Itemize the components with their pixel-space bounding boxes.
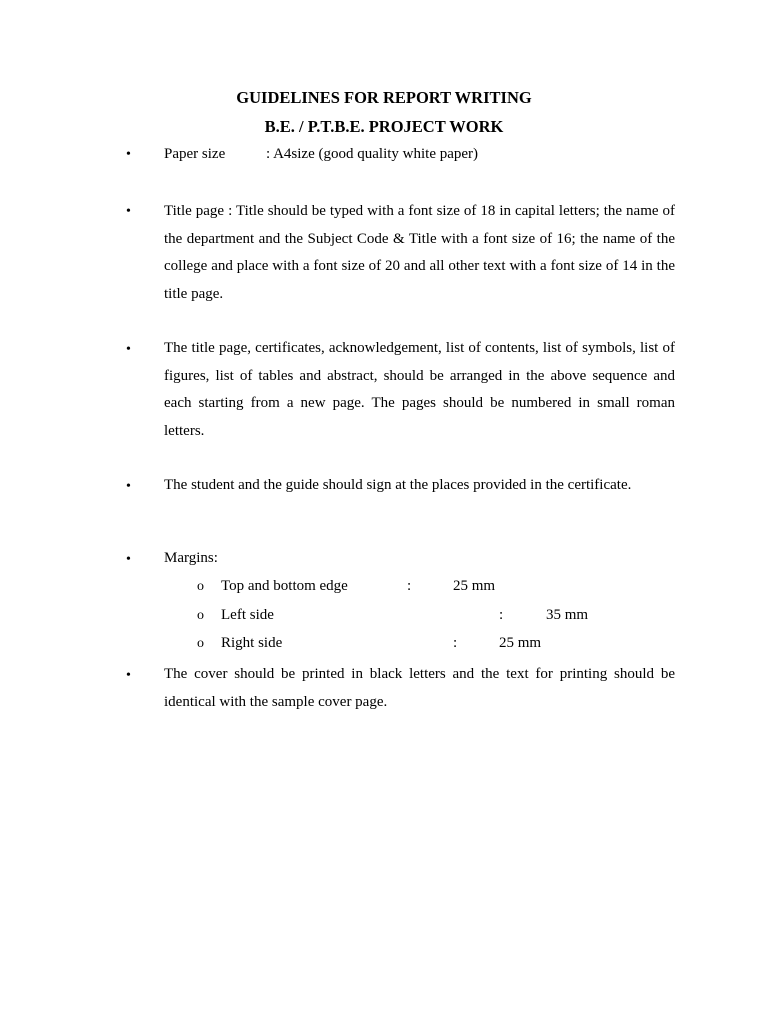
margin-right-name: Right side bbox=[221, 635, 283, 651]
signature-guideline: The student and the guide should sign at the places provided in the certificate. bbox=[164, 477, 632, 493]
bullet-cover: • bbox=[126, 668, 131, 683]
margin-left-sep: : bbox=[499, 607, 504, 623]
bullet-margins: • bbox=[126, 552, 131, 567]
paper-size-label: Paper size bbox=[164, 146, 226, 162]
margin-top-bottom-sep: : bbox=[407, 578, 412, 594]
margin-left-name: Left side bbox=[221, 607, 274, 623]
bullet-sequence: • bbox=[126, 342, 131, 357]
sub-bullet-top-bottom: o bbox=[197, 579, 204, 594]
margin-left-value: 35 mm bbox=[546, 607, 589, 623]
document-subtitle: B.E. / P.T.B.E. PROJECT WORK bbox=[264, 117, 504, 136]
title-page-guideline: Title page : Title should be typed with a font size of 18 in capital letters; the name of the department and the Subject Code & Title with a font size of 16; the name of the college and place with a font size of 20 and all other text with a font size of 14 in the title page. bbox=[164, 203, 675, 302]
cover-guideline: The cover should be printed in black letters and the text for printing should be identical with the sample cover page. bbox=[164, 666, 675, 710]
paper-size-value: : A4size (good quality white paper) bbox=[266, 146, 479, 162]
bullet-paper-size: • bbox=[126, 147, 131, 162]
bullet-title-page: • bbox=[126, 204, 131, 219]
margin-right-value: 25 mm bbox=[499, 635, 542, 651]
margin-top-bottom-value: 25 mm bbox=[453, 578, 496, 594]
margins-label: Margins: bbox=[164, 550, 218, 566]
bullet-signature: • bbox=[126, 479, 131, 494]
margin-right-sep: : bbox=[453, 635, 458, 651]
sub-bullet-right: o bbox=[197, 636, 204, 651]
margin-top-bottom-name: Top and bottom edge bbox=[221, 578, 348, 594]
sequence-guideline: The title page, certificates, acknowledgement, list of contents, list of symbols, list of figures, list of tables and abstract, should be arranged in the above sequence and each starting from a new page. The pages should be numbered in small roman letters. bbox=[164, 340, 675, 439]
sub-bullet-left: o bbox=[197, 608, 204, 623]
document-title: GUIDELINES FOR REPORT WRITING bbox=[236, 88, 532, 107]
